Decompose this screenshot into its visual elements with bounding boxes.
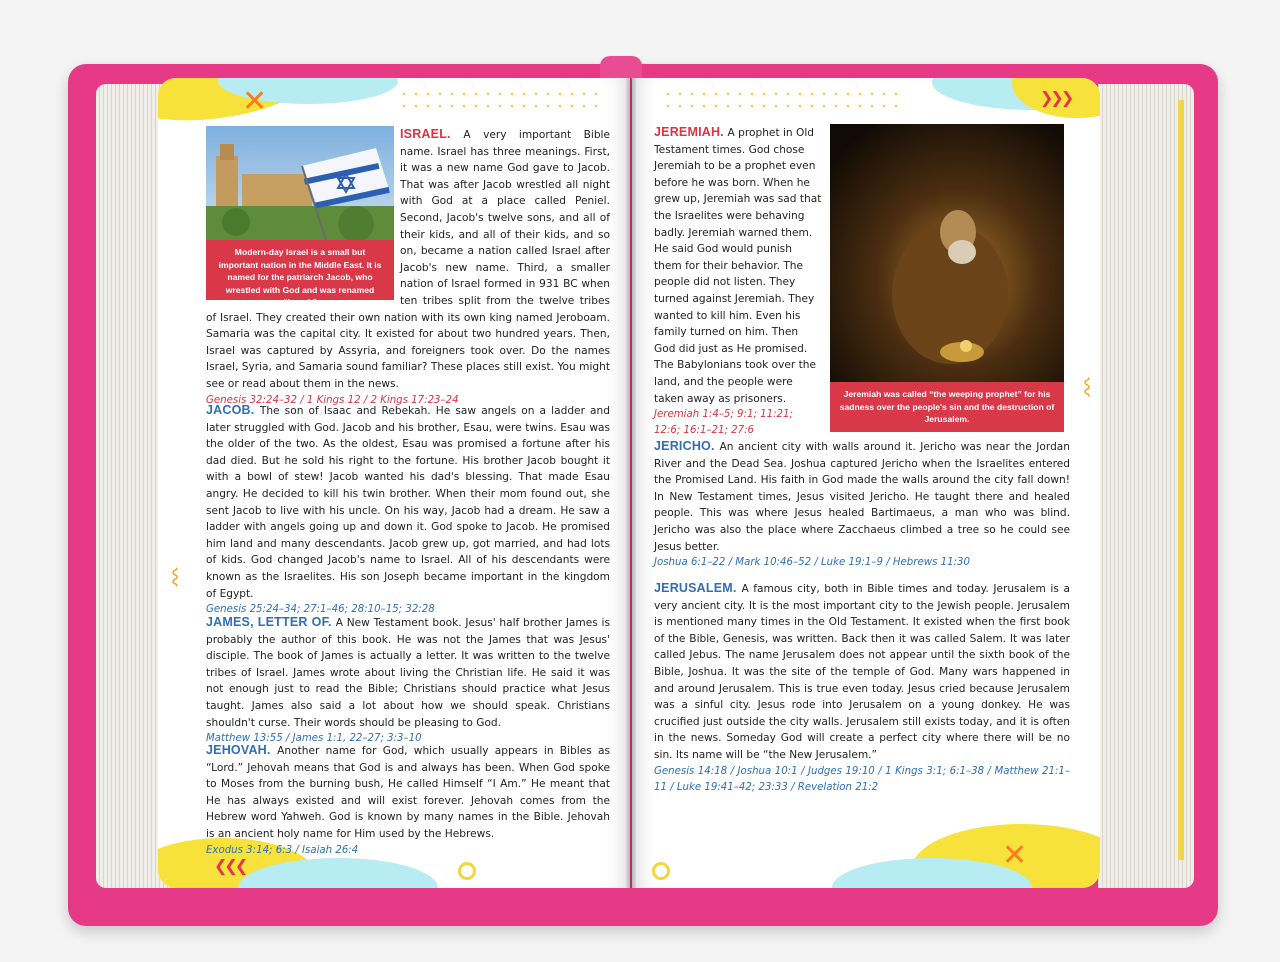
entry-references: Matthew 13:55 / James 1:1, 22–27; 3:3–10 [206,733,422,745]
israel-caption: Modern-day Israel is a small but important nation in the Middle East. It is named for the patriarch Jacob, who wrestled with God and was renamed “Israel.” [206,240,394,300]
entry-james-letter [206,614,610,747]
entry-heading: JEREMIAH. [654,125,728,139]
right-edge-accent [1178,100,1184,860]
chevrons-left-icon: ❮❮❮ [214,856,246,875]
entry-references: Exodus 3:14; 6:3 / Isaiah 26:4 [206,844,359,856]
entry-references: Jeremiah 1:4–5; 9:1; 11:21; 12:6; 16:1–21; 27:6 [654,409,793,437]
entry-text: A very important Bible name. Israel has three meanings. First, it was a new name God gave to Jacob. That was after Jacob wrestled all night with God at a place called Peniel. Second, Jacob's twelve sons, and all of their kids, and all of their kids, and so on, became a nation called Israel after Jacob's new name. Third, a smaller nation of Israel formed in 931 BC when ten tribes split from the twelve tribes of Israel. They created their own nation with its own king named Jeroboam. Samaria was the capital city. It existed for about two hundred years. Then, Israel was captured by Assyria, and foreigners took over. Do the names Israel, Syria, and Samaria sound familiar? These places still exist. You might see or read about them in the news. [206,129,610,390]
left-page [158,78,630,888]
entry-references: Joshua 6:1–22 / Mark 10:46–52 / Luke 19:1–9 / Hebrews 11:30 [654,557,970,569]
entry-heading: JACOB. [206,403,260,417]
entry-text: A prophet in Old Testament times. God chose Jeremiah to be a prophet even before he was born. When he grew up, Jeremiah was sad that the Israelites were behaving badly. Jeremiah warned them. He said God would punish them for their behavior. The people did not listen. They turned against Jeremiah. They wanted to kill him. Even his family turned on him. Then God did just as He promised. The Babylonians took over the land, and the people were taken away as prisoners. [654,127,822,405]
chevrons-right-icon: ❯❯❯ [1040,88,1072,107]
entry-text: A New Testament book. Jesus' half brother James is probably the author of this book. He was not the James that was Jesus' disciple. The book of James is actually a letter. It was written to the twelve tribes of Israel. James wrote about living the Christian life. He said it was not enough just to read the Bible; Christians should practice what Jesus taught. James also said a lot about how we should speak. Christians shouldn't curse. Their words should be pleasing to God. [206,617,610,729]
entry-jeremiah [654,124,822,439]
orange-x-icon: ✕ [1002,838,1028,873]
ring-decoration [458,862,476,880]
entry-heading: JERUSALEM. [654,581,742,595]
entry-references: Genesis 14:18 / Joshua 10:1 / Judges 19:10 / 1 Kings 3:1; 6:1–38 / Matthew 21:1–11 / Luke 19:41–42; 23:33 / Revelation 21:2 [654,765,1070,793]
entry-israel [206,126,610,409]
book-gutter [626,78,636,888]
ribbon-tab [600,56,642,80]
entry-text: A famous city, both in Bible times and today. Jerusalem is a very ancient city. It is the most important city to the Jewish people. Jerusalem is mentioned many times in the Old Testament. It existed when the first book of the Bible, Genesis, was written. Back then it was called Salem. It was later called Jebus. The name Jerusalem does not appear until the sixth book of the Bible, Joshua. It was the site of the temple of God. Many wars happened in and around Jerusalem. This is true even today. Jesus cried because Jerusalem was a sinful city. Jesus rode into Jerusalem on a young donkey. He was crucified just outside the city walls. Jerusalem still exists today, and it is often in the news. Someday God will create a perfect city where there will be no sin. Its name will be “the New Jerusalem.” [654,583,1070,761]
entry-heading: ISRAEL. [400,127,464,141]
entry-heading: JEHOVAH. [206,743,278,757]
entry-heading: JAMES, LETTER OF. [206,615,336,629]
zigzag-right-icon: 〰 [1075,378,1096,396]
ring-decoration [652,862,670,880]
dots-pattern [398,88,598,112]
entry-jehovah [206,742,610,859]
jeremiah-painting [830,124,1064,382]
entry-references: Genesis 25:24–34; 27:1–46; 28:10–15; 32:28 [206,604,435,616]
entry-heading: JERICHO. [654,439,720,453]
right-page [632,78,1100,888]
dots-pattern [662,88,902,112]
entry-references: Genesis 32:24–32 / 1 Kings 12 / 2 Kings 17:23–24 [206,394,459,406]
entry-text: The son of Isaac and Rebekah. He saw angels on a ladder and later struggled with God. Jacob and his brother, Esau, were twins. Esau was the older of the two. As the oldest, Esau was promised a fortune after his dad died. But he sold his right to the fortune. His brother Jacob bought it with a bowl of stew! Jacob wanted his dad's blessing. That made Esau angry. He decided to kill his twin brother. When their mom found out, she sent Jacob to live with his uncle. On his way, Jacob had a dream. He saw a ladder with angels going up and down it. God spoke to Jacob. He promised him land and many descendants. Jacob grew up, got married, and had lots of kids. God changed Jacob's name to Israel. All of his descendants were known as the Israelites. His son Joseph became important in the kingdom of Egypt. [206,405,610,600]
jeremiah-caption: Jeremiah was called “the weeping prophet” for his sadness over the people's sin and the destruction of Jerusalem. [830,382,1064,432]
orange-x-icon: ✕ [242,84,268,119]
entry-jericho [654,438,1070,571]
entry-text: Another name for God, which usually appears in Bibles as “Lord.” Jehovah means that God is and always has been. When God spoke to Moses from the burning bush, He called Himself “I Am.” He meant that He has always existed and will exist forever. Jehovah comes from the Hebrew word Yahweh. God is known by many names in the Bible. Jehovah is an ancient holy name for Him used by the Hebrews. [206,745,611,840]
zigzag-left-icon: 〰 [163,568,184,586]
entry-text: An ancient city with walls around it. Jericho was near the Jordan River and the Dead Sea. Joshua captured Jericho when the Israelites entered the Promised Land. His faith in God made the walls around the city fall down! In New Testament times, Jesus visited Jericho. He taught there and healed people. This was where Jesus healed Bartimaeus, a man who was blind. Jericho was also the place where Zacchaeus climbed a tree so he could see Jesus better. [654,441,1070,553]
entry-jacob [206,402,610,618]
entry-jerusalem [654,580,1070,796]
